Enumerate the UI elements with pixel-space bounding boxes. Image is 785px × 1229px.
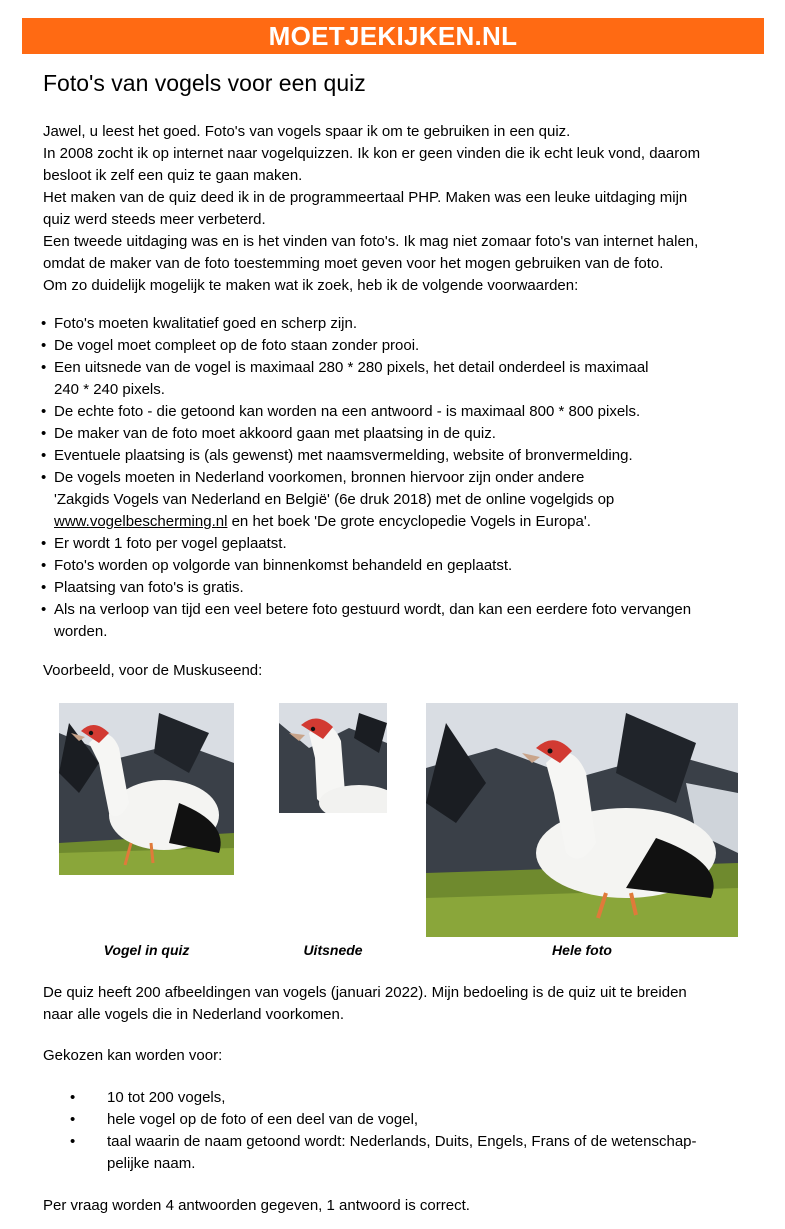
hele-foto-photo <box>426 703 738 937</box>
intro-line: Het maken van de quiz deed ik in de programmeertaal PHP. Maken was een leuke uitdaging mijn <box>43 189 688 206</box>
condition-item <box>39 401 769 423</box>
choice-item <box>68 1087 758 1109</box>
caption-hele-foto: Hele foto <box>552 942 612 958</box>
site-banner[interactable]: MOETJEKIJKEN.NL <box>22 18 764 54</box>
condition-item <box>39 423 769 445</box>
quiz-line: De quiz heeft 200 afbeeldingen van vogels (januari 2022). Mijn bedoeling is de quiz uit te breiden <box>43 984 687 1001</box>
intro-line: Een tweede uitdaging was en is het vinden van foto's. Ik mag niet zomaar foto's van internet halen, <box>43 233 699 250</box>
duck-full-illustration <box>426 703 738 937</box>
condition-item <box>39 445 769 467</box>
condition-line: • Als na verloop van tijd een veel betere foto gestuurd wordt, dan kan een eerdere foto vervangen <box>54 601 692 618</box>
condition-item <box>39 313 769 335</box>
condition-item <box>39 533 769 555</box>
uitsnede-photo <box>279 703 387 813</box>
condition-link-suffix: en het boek 'De grote encyclopedie Vogels in Europa'. <box>227 513 591 530</box>
condition-line <box>54 511 769 533</box>
condition-line: • Er wordt 1 foto per vogel geplaatst. <box>54 535 287 552</box>
intro-line: Om zo duidelijk mogelijk te maken wat ik zoek, heb ik de volgende voorwaarden: <box>43 277 579 294</box>
condition-line: • De echte foto - die getoond kan worden na een antwoord - is maximaal 800 * 800 pixels. <box>54 403 641 420</box>
condition-line: • Eventuele plaatsing is (als gewenst) met naamsvermelding, website of bronvermelding. <box>54 447 633 464</box>
condition-line: • Plaatsing van foto's is gratis. <box>54 579 244 596</box>
condition-item <box>39 577 769 599</box>
conditions-list <box>39 313 769 643</box>
condition-line: • Een uitsnede van de vogel is maximaal 280 * 280 pixels, het detail onderdeel is maximaal <box>54 359 649 376</box>
condition-line: 'Zakgids Vogels van Nederland en België' (6e druk 2018) met de online vogelgids op <box>54 491 615 508</box>
condition-item <box>39 357 769 401</box>
condition-item <box>39 599 769 643</box>
duck-illustration <box>59 703 234 875</box>
choice-line: • 10 tot 200 vogels, <box>107 1089 226 1106</box>
condition-item <box>39 555 769 577</box>
page-title: Foto's van vogels voor een quiz <box>43 70 366 96</box>
duck-head-illustration <box>279 703 387 813</box>
example-label: Voorbeeld, voor de Muskuseend: <box>43 662 263 679</box>
choices-label: Gekozen kan worden voor: <box>43 1047 223 1064</box>
intro-line: In 2008 zocht ik op internet naar vogelquizzen. Ik kon er geen vinden die ik echt leuk vond, daarom <box>43 145 701 162</box>
quiz-paragraph <box>43 982 763 1026</box>
caption-uitsnede: Uitsnede <box>303 942 363 958</box>
intro-line: besloot ik zelf een quiz te gaan maken. <box>43 167 303 184</box>
quiz-line: naar alle vogels die in Nederland voorkomen. <box>43 1006 345 1023</box>
choice-line: • hele vogel op de foto of een deel van de vogel, <box>107 1111 419 1128</box>
choice-line: pelijke naam. <box>107 1155 196 1172</box>
condition-line: • De maker van de foto moet akkoord gaan met plaatsing in de quiz. <box>54 425 496 442</box>
vogelbescherming-link[interactable]: www.vogelbescherming.nl <box>54 513 228 530</box>
choice-line: • taal waarin de naam getoond wordt: Nederlands, Duits, Engels, Frans of de wetenschap- <box>107 1133 697 1150</box>
footer-paragraph: Per vraag worden 4 antwoorden gegeven, 1 antwoord is correct. <box>43 1197 470 1214</box>
intro-line: omdat de maker van de foto toestemming moet geven voor het mogen gebruiken van de foto. <box>43 255 664 272</box>
vogel-in-quiz-photo <box>59 703 234 875</box>
condition-line: worden. <box>54 623 108 640</box>
choice-item <box>68 1131 758 1175</box>
condition-item <box>39 335 769 357</box>
intro-line: quiz werd steeds meer verbeterd. <box>43 211 266 228</box>
condition-line: 240 * 240 pixels. <box>54 381 165 398</box>
choices-list <box>68 1087 758 1175</box>
caption-vogel-in-quiz: Vogel in quiz <box>103 942 190 958</box>
intro-line: Jawel, u leest het goed. Foto's van vogels spaar ik om te gebruiken in een quiz. <box>43 123 571 140</box>
choice-item <box>68 1109 758 1131</box>
intro-paragraph <box>43 121 763 297</box>
condition-line: • Foto's worden op volgorde van binnenkomst behandeld en geplaatst. <box>54 557 513 574</box>
condition-item <box>39 467 769 533</box>
condition-line: • De vogel moet compleet op de foto staan zonder prooi. <box>54 337 420 354</box>
condition-line: • Foto's moeten kwalitatief goed en scherp zijn. <box>54 315 358 332</box>
condition-line: • De vogels moeten in Nederland voorkomen, bronnen hiervoor zijn onder andere <box>54 469 585 486</box>
